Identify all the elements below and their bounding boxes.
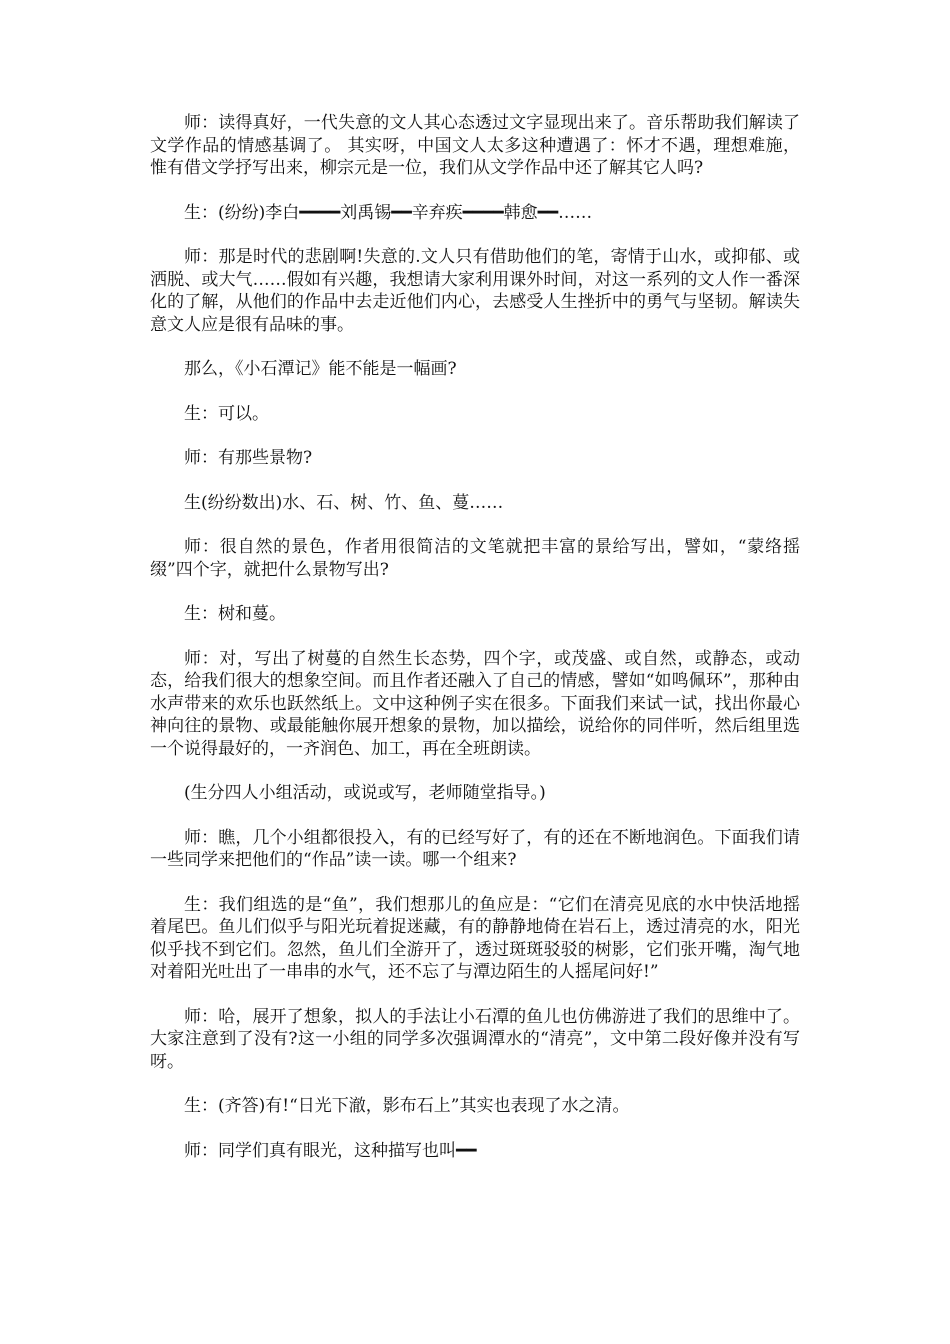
paragraph: 生：可以。 xyxy=(184,403,269,424)
paragraph: 师：对，写出了树蔓的自然生长态势，四个字，或茂盛、或自然，或静态，或动态，给我们很大的想象空间。而且作者还融入了自己的情感，譬如“如鸣佩环”，那种由水声带来的欢乐也跃然纸上。文中这种例子实在很多。下面我们来试一试，找出你最心神向往的景物、或最能触你展开想象的景物，加以描绘，说给你的同伴听，然后组里选一个说得最好的，一齐润色、加工，再在全班朗读。 xyxy=(150,648,800,759)
paragraph: 师：哈，展开了想象，拟人的手法让小石潭的鱼儿也仿佛游进了我们的思维中了。大家注意到了没有?这一小组的同学多次强调潭水的“清亮”，文中第二段好像并没有写呀。 xyxy=(150,1006,800,1072)
paragraph: 师：那是时代的悲剧啊!失意的.文人只有借助他们的笔，寄情于山水，或抑郁、或洒脱、或大气……假如有兴趣，我想请大家利用课外时间，对这一系列的文人作一番深化的了解，从他们的作品中去走近他们内心，去感受人生挫折中的勇气与坚韧。解读失意文人应是很有品味的事。 xyxy=(150,247,800,335)
paragraph: 师：很自然的景色，作者用很简洁的文笔就把丰富的景给写出，譬如，“蒙络摇缀”四个字，就把什么景物写出? xyxy=(150,537,800,580)
paragraph: (生分四人小组活动，或说或写，老师随堂指导。) xyxy=(184,783,546,803)
paragraph: 生：我们组选的是“鱼”，我们想那儿的鱼应是：“它们在清亮见底的水中快活地摇着尾巴。鱼儿们似乎与阳光玩着捉迷藏，有的静静地倚在岩石上，透过清亮的水，阳光似乎找不到它们。忽然，鱼儿们全游开了，透过斑斑驳驳的树影，它们张开嘴，淘气地对着阳光吐出了一串串的水气，还不忘了与潭边陌生的人摇尾问好!” xyxy=(150,894,800,982)
document-body xyxy=(150,112,800,1184)
paragraph: 那么，《小石潭记》能不能是一幅画? xyxy=(184,359,457,379)
paragraph: 生：(纷纷)李白━━━━刘禹锡━━辛弃疾━━━━韩愈━━…… xyxy=(184,202,593,223)
paragraph: 师：读得真好，一代失意的文人其心态透过文字显现出来了。音乐帮助我们解读了文学作品的情感基调了。 其实呀，中国文人太多这种遭遇了：怀才不遇，理想难施，惟有借文学抒写出来，柳宗元是一位，我们从文学作品中还了解其它人吗? xyxy=(150,113,800,178)
paragraph: 生(纷纷数出)水、石、树、竹、鱼、蔓…… xyxy=(184,492,504,513)
paragraph: 生：树和蔓。 xyxy=(184,604,286,624)
paragraph: 师：同学们真有眼光，这种描写也叫━━ xyxy=(184,1140,477,1161)
paragraph: 生：(齐答)有!“日光下澈，影布石上”其实也表现了水之清。 xyxy=(184,1096,630,1116)
paragraph: 师：瞧，几个小组都很投入，有的已经写好了，有的还在不断地润色。下面我们请一些同学来把他们的“作品”读一读。哪一个组来? xyxy=(150,827,800,870)
paragraph: 师：有那些景物? xyxy=(184,448,313,468)
